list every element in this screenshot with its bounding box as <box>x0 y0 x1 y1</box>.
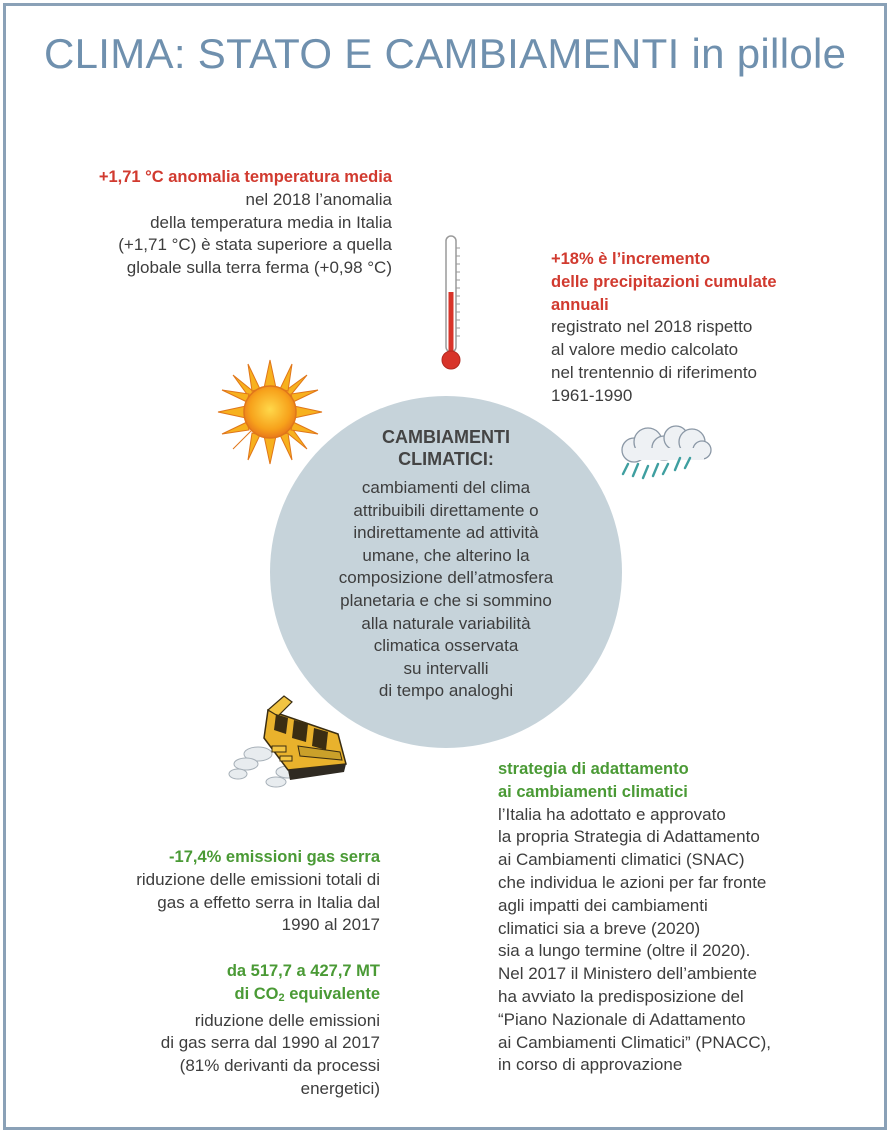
emissions-block <box>40 846 380 937</box>
definition-line: cambiamenti del clima <box>361 478 531 497</box>
strategy-line: ai Cambiamenti Climatici” (PNACC), <box>498 1032 771 1052</box>
climate-change-title-line: CLIMATICI: <box>398 449 494 469</box>
co2-prefix: di CO <box>234 984 279 1003</box>
page-title: CLIMA: STATO E CAMBIAMENTI in pillole <box>44 30 847 77</box>
definition-line: umane, che alterino la <box>362 545 530 565</box>
strategy-line: climatici sia a breve (2020) <box>498 918 701 938</box>
co2-line: riduzione delle emissioni <box>194 1010 380 1030</box>
precipitation-block <box>551 248 851 408</box>
temperature-line: globale sulla terra ferma (+0,98 °C) <box>126 258 392 278</box>
definition-line: planetaria e che si sommino <box>340 590 552 610</box>
co2-block <box>40 960 380 1101</box>
precipitation-headline: annuali <box>551 295 609 314</box>
strategy-line: “Piano Nazionale di Adattamento <box>498 1009 746 1029</box>
co2-suffix: equivalente <box>284 984 380 1003</box>
temperature-headline: +1,71 °C anomalia temperatura media <box>98 168 392 186</box>
precipitation-line: nel trentennio di riferimento <box>551 362 758 382</box>
strategy-headline: strategia di adattamento <box>498 760 689 778</box>
emissions-line: gas a effetto serra in Italia dal <box>157 892 380 912</box>
precipitation-line: al valore medio calcolato <box>551 340 739 360</box>
co2-headline: da 517,7 a 427,7 MT <box>226 962 380 980</box>
factory-icon <box>228 690 358 794</box>
strategy-line: la propria Strategia di Adattamento <box>498 827 760 847</box>
precipitation-headline: delle precipitazioni cumulate <box>551 272 777 291</box>
temperature-line: nel 2018 l’anomalia <box>245 189 392 209</box>
strategy-line: che individua le azioni per far fronte <box>498 872 767 892</box>
strategy-line: ai Cambiamenti climatici (SNAC) <box>498 850 745 870</box>
climate-change-title-line: CAMBIAMENTI <box>382 427 510 447</box>
temperature-line: (+1,71 °C) è stata superiore a quella <box>118 235 392 255</box>
strategy-block <box>498 758 858 1077</box>
strategy-line: agli impatti dei cambiamenti <box>498 895 708 915</box>
co2-subscript: 2 <box>278 991 285 1004</box>
definition-line: composizione dell’atmosfera <box>338 568 554 588</box>
co2-headline-equivalent <box>40 983 380 1010</box>
definition-line: di tempo analoghi <box>378 681 514 701</box>
strategy-line: Nel 2017 il Ministero dell’ambiente <box>498 964 757 984</box>
climate-change-definition <box>290 426 602 703</box>
strategy-line: sia a lungo termine (oltre il 2020). <box>498 941 751 961</box>
strategy-line: ha avviato la predisposizione del <box>498 986 744 1006</box>
temperature-block <box>40 166 392 280</box>
co2-line: energetici) <box>300 1078 380 1098</box>
precipitation-line: registrato nel 2018 rispetto <box>551 317 753 337</box>
definition-line: indirettamente ad attività <box>353 523 539 543</box>
temperature-line: della temperatura media in Italia <box>150 212 392 232</box>
strategy-line: l’Italia ha adottato e approvato <box>498 804 726 824</box>
emissions-line: riduzione delle emissioni totali di <box>136 869 380 889</box>
precipitation-headline: +18% è l’incremento <box>551 250 711 268</box>
climate-change-title <box>290 426 602 470</box>
emissions-headline: -17,4% emissioni gas serra <box>169 848 380 866</box>
precipitation-line: 1961-1990 <box>551 385 633 405</box>
emissions-line: 1990 al 2017 <box>281 915 380 935</box>
rain-cloud-icon <box>612 424 712 482</box>
co2-line: (81% derivanti da processi <box>179 1056 380 1076</box>
strategy-line: in corso di approvazione <box>498 1055 683 1075</box>
thermometer-icon <box>438 234 464 372</box>
co2-line: di gas serra dal 1990 al 2017 <box>160 1033 380 1053</box>
definition-line: alla naturale variabilità <box>361 613 531 633</box>
definition-line: climatica osservata <box>373 636 519 656</box>
definition-line: attribuibili direttamente o <box>353 500 539 520</box>
strategy-headline: ai cambiamenti climatici <box>498 782 688 801</box>
definition-line: su intervalli <box>403 658 489 678</box>
